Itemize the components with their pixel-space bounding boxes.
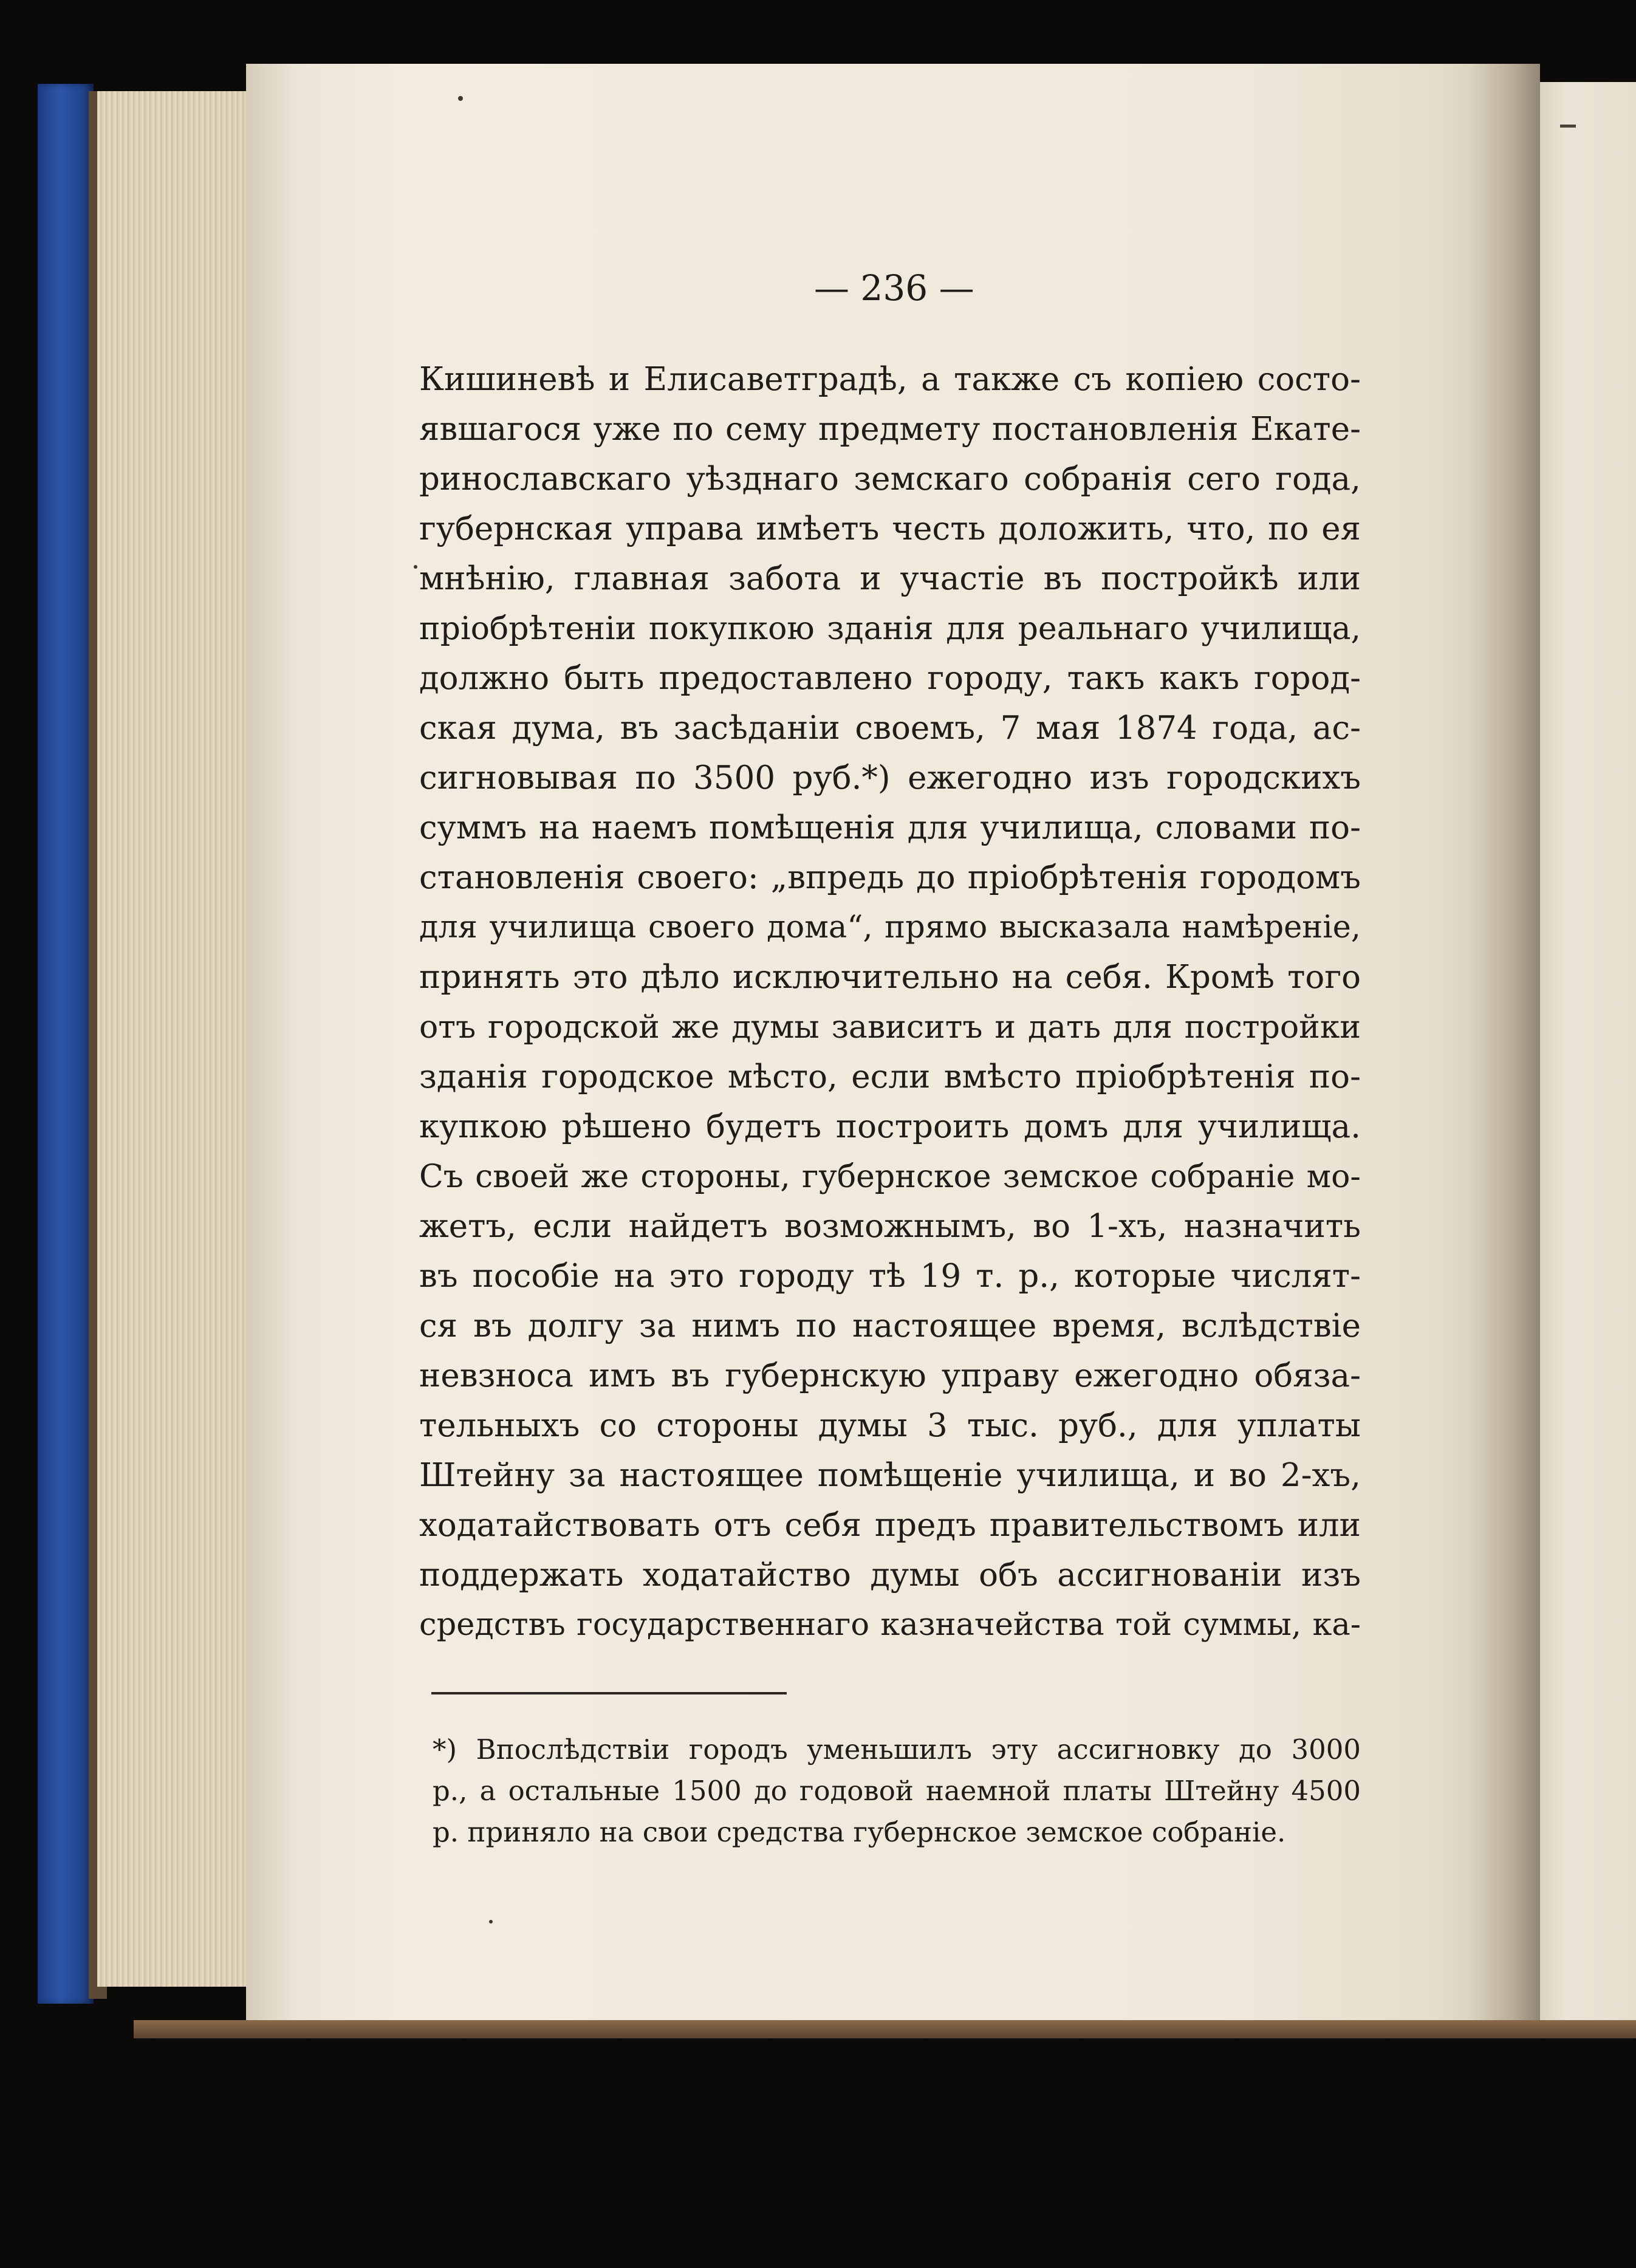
body-line: средствъ государственнаго казначейства той суммы, ка- xyxy=(419,1607,1361,1643)
footnote-line: *) Впослѣдствіи городъ уменьшилъ эту ассигновку до 3000 xyxy=(433,1733,1361,1766)
facing-page xyxy=(1537,82,1636,2026)
body-line: ходатайствовать отъ себя предъ правительствомъ или xyxy=(419,1507,1361,1544)
body-line: должно быть предоставлено городу, такъ какъ город- xyxy=(419,660,1361,697)
footnote-rule xyxy=(431,1692,787,1694)
body-line: отъ городской же думы зависитъ и дать для постройки xyxy=(419,1009,1361,1046)
body-line: Штейну за настоящее помѣщеніе училища, и во 2-хъ, xyxy=(419,1457,1361,1494)
paper-speck xyxy=(458,96,463,101)
blue-book-cover xyxy=(38,84,94,2004)
body-line: жетъ, если найдетъ возможнымъ, во 1-хъ, назначить xyxy=(419,1208,1361,1245)
body-line: купкою рѣшено будетъ построить домъ для училища. xyxy=(419,1108,1361,1145)
body-line: явшагося уже по сему предмету постановленія Екате- xyxy=(419,411,1361,448)
body-line: принять это дѣло исключительно на себя. Кромѣ того xyxy=(419,959,1361,996)
body-line: невзноса имъ въ губернскую управу ежегодно обяза- xyxy=(419,1357,1361,1394)
body-line: ская дума, въ засѣданіи своемъ, 7 мая 1874 года, ас- xyxy=(419,710,1361,747)
facing-page-mark xyxy=(1560,125,1576,128)
body-line: поддержать ходатайство думы объ ассигнованіи изъ xyxy=(419,1557,1361,1594)
paper-speck xyxy=(414,565,417,569)
body-line: зданія городское мѣсто, если вмѣсто пріобрѣтенія по- xyxy=(419,1058,1361,1095)
body-line: сигновывая по 3500 руб.*) ежегодно изъ городскихъ xyxy=(419,759,1361,797)
body-line: для училища своего дома“, прямо высказала намѣреніе, xyxy=(419,910,1361,945)
body-line: Съ своей же стороны, губернское земское собраніе мо- xyxy=(419,1159,1361,1195)
paper-speck xyxy=(489,1920,493,1924)
body-line: мнѣнію, главная забота и участіе въ постройкѣ или xyxy=(419,560,1361,597)
body-line: суммъ на наемъ помѣщенія для училища, словами по- xyxy=(419,809,1361,846)
book-bottom-edge xyxy=(134,2020,1636,2038)
page-number: — 236 — xyxy=(814,267,974,309)
footnote-line: р., а остальные 1500 до годовой наемной платы Штейну 4500 xyxy=(433,1775,1361,1807)
body-line: Кишиневѣ и Елисаветградѣ, а также съ копіею состо- xyxy=(419,361,1361,398)
body-line: становленія своего: „впредь до пріобрѣтенія городомъ xyxy=(419,859,1361,896)
gutter-shadow xyxy=(1470,64,1540,2032)
body-line: тельныхъ со стороны думы 3 тыс. руб., для уплаты xyxy=(419,1407,1361,1444)
footnote-line: р. приняло на свои средства губернское земское собраніе. xyxy=(433,1816,1286,1848)
body-line: ринославскаго уѣзднаго земскаго собранія сего года, xyxy=(419,461,1361,498)
body-line: въ пособіе на это городу тѣ 19 т. р., которые числят- xyxy=(419,1258,1361,1295)
body-line: пріобрѣтеніи покупкою зданія для реальнаго училища, xyxy=(419,611,1361,647)
page-stack-edge xyxy=(97,91,255,1987)
body-line: ся въ долгу за нимъ по настоящее время, вслѣдствіе xyxy=(419,1307,1361,1345)
body-line: губернская управа имѣетъ честь доложить, что, по ея xyxy=(419,510,1361,547)
